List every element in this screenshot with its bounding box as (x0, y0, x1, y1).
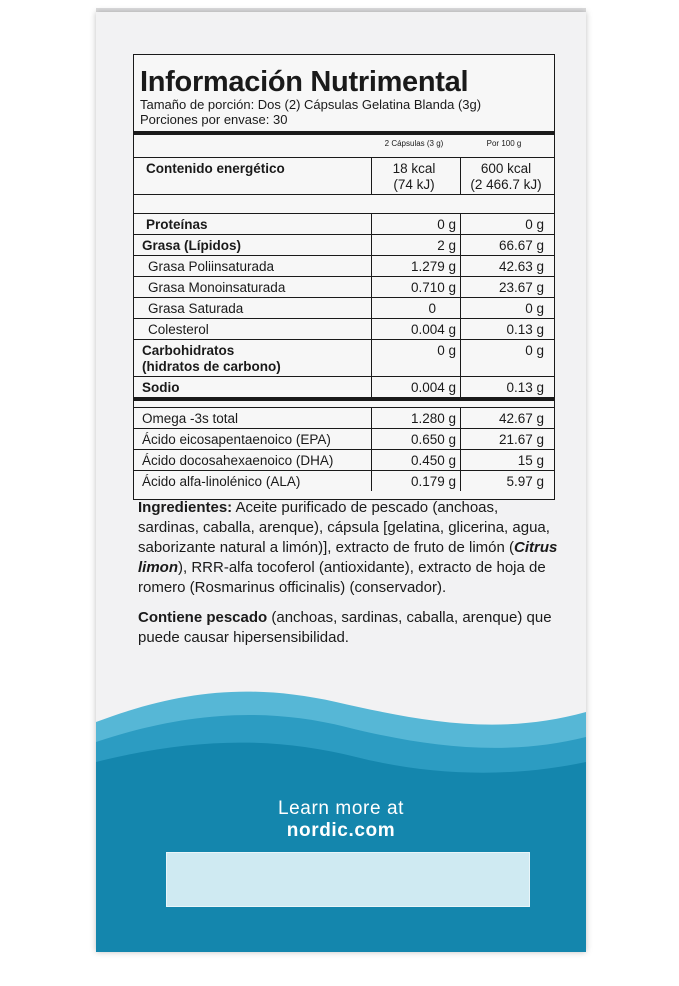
row-label: Ácido docosahexaenoico (DHA) (142, 453, 334, 468)
row-epa (134, 428, 554, 449)
row-value-100g: 21.67 g (498, 432, 544, 447)
row-label: Grasa Poliinsaturada (148, 259, 275, 274)
row-omega3 (134, 407, 554, 428)
row-value-serving: 0.004 g (410, 380, 456, 395)
row-value-100g: 0 g (525, 301, 544, 316)
row-spacer (134, 194, 554, 213)
row-label: Colesterol (148, 322, 209, 337)
row-value-100g: 5.97 g (506, 474, 544, 489)
row-label: Grasa Saturada (148, 301, 244, 316)
row-value-serving: 18 kcal (392, 161, 436, 176)
ingredients-text-1: Aceite purificado de pescado (anchoas, sardinas, caballa, arenque), cápsula [gelatina, glicerina, agua, saborizante natural a limón)], extracto de fruto de limón ( (138, 499, 550, 556)
row-value-serving: 1.279 g (410, 259, 456, 274)
row-cholesterol (134, 318, 554, 339)
row-value-serving: 0 g (437, 343, 456, 358)
row-value-serving: 0.710 g (410, 280, 456, 295)
row-value-100g: 42.67 g (498, 411, 544, 426)
row-value-100g-kj: (2 466.7 kJ) (470, 177, 542, 192)
column-header-serving: 2 Cápsulas (3 g) (384, 139, 444, 148)
row-value-serving: 0 g (437, 217, 456, 232)
row-dha (134, 449, 554, 470)
panel-title: Información Nutrimental (140, 66, 469, 98)
row-sodium (134, 376, 554, 401)
row-ala (134, 470, 554, 491)
row-label: Sodio (142, 380, 180, 395)
ingredients-section (138, 498, 558, 658)
row-value-serving: 2 g (437, 238, 456, 253)
column-headers (134, 135, 554, 157)
row-value-serving: 0.450 g (410, 453, 456, 468)
row-value-100g: 600 kcal (480, 161, 532, 176)
row-value-serving: 1.280 g (410, 411, 456, 426)
row-value-100g: 42.63 g (498, 259, 544, 274)
row-value-serving: 0 (428, 301, 436, 316)
row-saturated (134, 297, 554, 318)
row-value-100g: 15 g (517, 453, 544, 468)
product-box-panel (96, 12, 586, 952)
row-protein (134, 213, 554, 234)
row-value-serving: 0.650 g (410, 432, 456, 447)
row-label: Carbohidratos (142, 343, 235, 358)
ingredients-latin-name: Citrus limon (138, 539, 558, 576)
nutrition-facts-panel (133, 54, 555, 500)
row-label: Ácido eicosapentaenoico (EPA) (142, 432, 331, 447)
serving-size: Tamaño de porción: Dos (2) Cápsulas Gelatina Blanda (3g) (140, 97, 482, 112)
website-link[interactable]: nordic.com (286, 820, 396, 841)
allergen-paragraph (138, 608, 558, 648)
wave-dark (96, 743, 586, 952)
row-value-100g: 66.67 g (498, 238, 544, 253)
row-label-secondary: (hidratos de carbono) (142, 359, 281, 374)
learn-more-block (96, 798, 586, 842)
row-value-serving: 0.179 g (410, 474, 456, 489)
row-carbohydrates (134, 339, 554, 376)
row-value-serving: 0.004 g (410, 322, 456, 337)
row-energy (134, 157, 554, 194)
row-value-serving-kj: (74 kJ) (393, 177, 435, 192)
ingredients-heading: Ingredientes: (138, 499, 233, 516)
row-value-100g: 0.13 g (506, 322, 544, 337)
row-label: Ácido alfa-linolénico (ALA) (142, 474, 301, 489)
ingredients-text-2: ), RRR-alfa tocoferol (antioxidante), extracto de hoja de romero (Rosmarinus officinalis) (conservador). (138, 559, 546, 596)
row-label: Proteínas (146, 217, 208, 232)
servings-per-container: Porciones por envase: 30 (140, 112, 288, 127)
row-value-100g: 0.13 g (506, 380, 544, 395)
row-monounsaturated (134, 276, 554, 297)
column-divider (460, 158, 461, 194)
ingredients-paragraph (138, 498, 558, 598)
allergen-heading: Contiene pescado (138, 609, 268, 626)
row-polyunsaturated (134, 255, 554, 276)
row-label: Contenido energético (146, 161, 285, 176)
row-label: Grasa Monoinsaturada (148, 280, 286, 295)
learn-more-text: Learn more at (277, 798, 405, 819)
row-label: Grasa (Lípidos) (142, 238, 242, 253)
row-value-100g: 0 g (525, 217, 544, 232)
column-header-per-100g: Por 100 g (486, 139, 522, 148)
row-value-100g: 0 g (525, 343, 544, 358)
row-value-100g: 23.67 g (498, 280, 544, 295)
column-divider (371, 158, 372, 194)
allergen-text: (anchoas, sardinas, caballa, arenque) que puede causar hipersensibilidad. (138, 609, 552, 646)
barcode-area (166, 852, 530, 907)
row-label: Omega -3s total (142, 411, 239, 426)
row-fat (134, 234, 554, 255)
